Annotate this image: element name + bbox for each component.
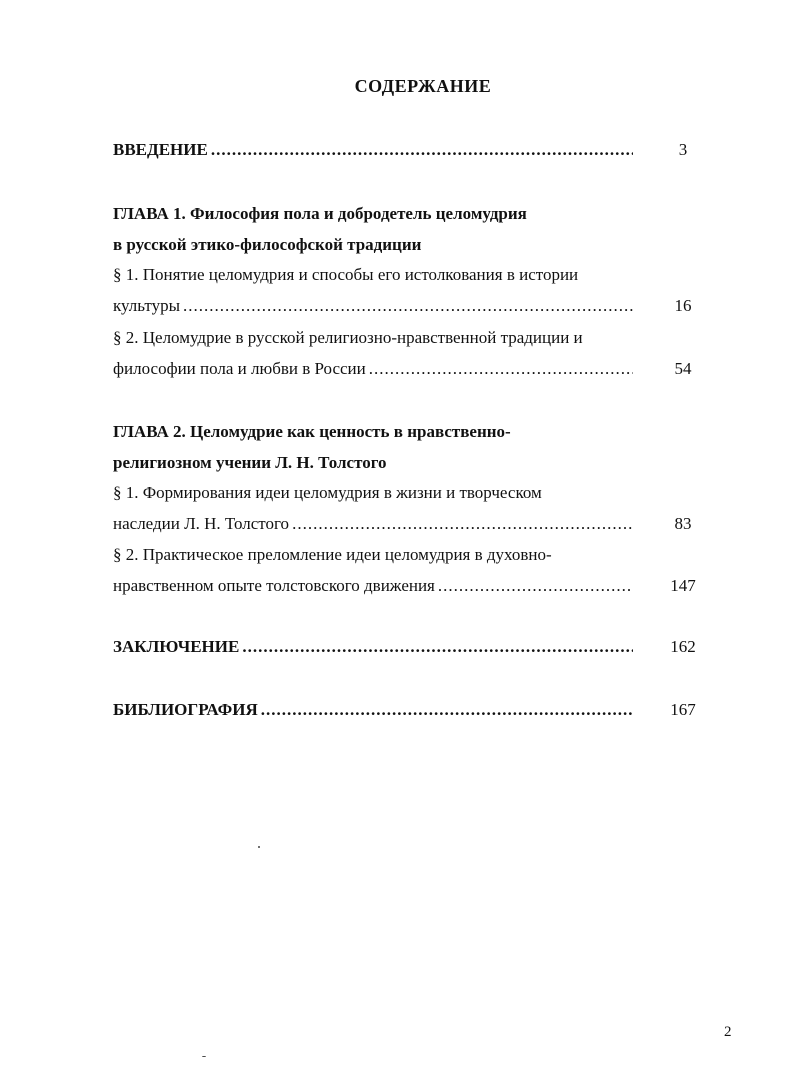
- toc-entry-label: наследии Л. Н. Толстого: [113, 514, 290, 533]
- chapter-heading[interactable]: ГЛАВА 2. Целомудрие как ценность в нравственно-: [113, 422, 511, 441]
- toc-page-number: 162: [670, 637, 696, 656]
- toc-entry-section[interactable]: § 1. Понятие целомудрия и способы его истолкования в истории: [113, 265, 579, 284]
- toc-page-number: 16: [674, 296, 692, 315]
- toc-entry-label: философии пола и любви в России: [113, 359, 366, 378]
- leader-dots: [211, 139, 633, 161]
- leader-dots: [438, 575, 633, 597]
- toc-page-number: 3: [678, 140, 688, 159]
- scan-speck: [202, 1056, 206, 1057]
- leader-dots: [261, 699, 633, 721]
- toc-entry-label: БИБЛИОГРАФИЯ: [113, 700, 258, 719]
- toc-entry-label: ЗАКЛЮЧЕНИЕ: [113, 637, 240, 656]
- leader-dots: [242, 636, 633, 658]
- toc-entry-section[interactable]: [113, 295, 633, 317]
- toc-page-number: 54: [674, 359, 692, 378]
- toc-entry-label: нравственном опыте толстовского движения: [113, 576, 435, 595]
- leader-dots: [292, 513, 633, 535]
- toc-entry-label: культуры: [113, 296, 180, 315]
- toc-entry-section[interactable]: § 2. Практическое преломление идеи целомудрия в духовно-: [113, 545, 552, 564]
- chapter-heading[interactable]: религиозном учении Л. Н. Толстого: [113, 453, 387, 472]
- scan-speck: [258, 846, 260, 848]
- page-title: СОДЕРЖАНИЕ: [354, 76, 492, 96]
- toc-entry-section[interactable]: [113, 513, 633, 535]
- toc-entry-bibliography[interactable]: [113, 699, 633, 721]
- toc-entry-label: ВВЕДЕНИЕ: [113, 140, 208, 159]
- toc-page-number: 83: [674, 514, 692, 533]
- chapter-heading[interactable]: в русской этико-философской традиции: [113, 235, 422, 254]
- toc-entry-conclusion[interactable]: [113, 636, 633, 658]
- toc-entry-section[interactable]: [113, 358, 633, 380]
- toc-entry-section[interactable]: [113, 575, 633, 597]
- toc-entry-intro[interactable]: [113, 139, 633, 161]
- toc-entry-section[interactable]: § 2. Целомудрие в русской религиозно-нравственной традиции и: [113, 328, 583, 347]
- toc-page-number: 167: [670, 700, 696, 719]
- leader-dots: [369, 358, 633, 380]
- toc-entry-section[interactable]: § 1. Формирования идеи целомудрия в жизни и творческом: [113, 483, 542, 502]
- page-number: 2: [724, 1024, 732, 1040]
- chapter-heading[interactable]: ГЛАВА 1. Философия пола и добродетель целомудрия: [113, 204, 527, 223]
- toc-page-number: 147: [670, 576, 696, 595]
- leader-dots: [183, 295, 633, 317]
